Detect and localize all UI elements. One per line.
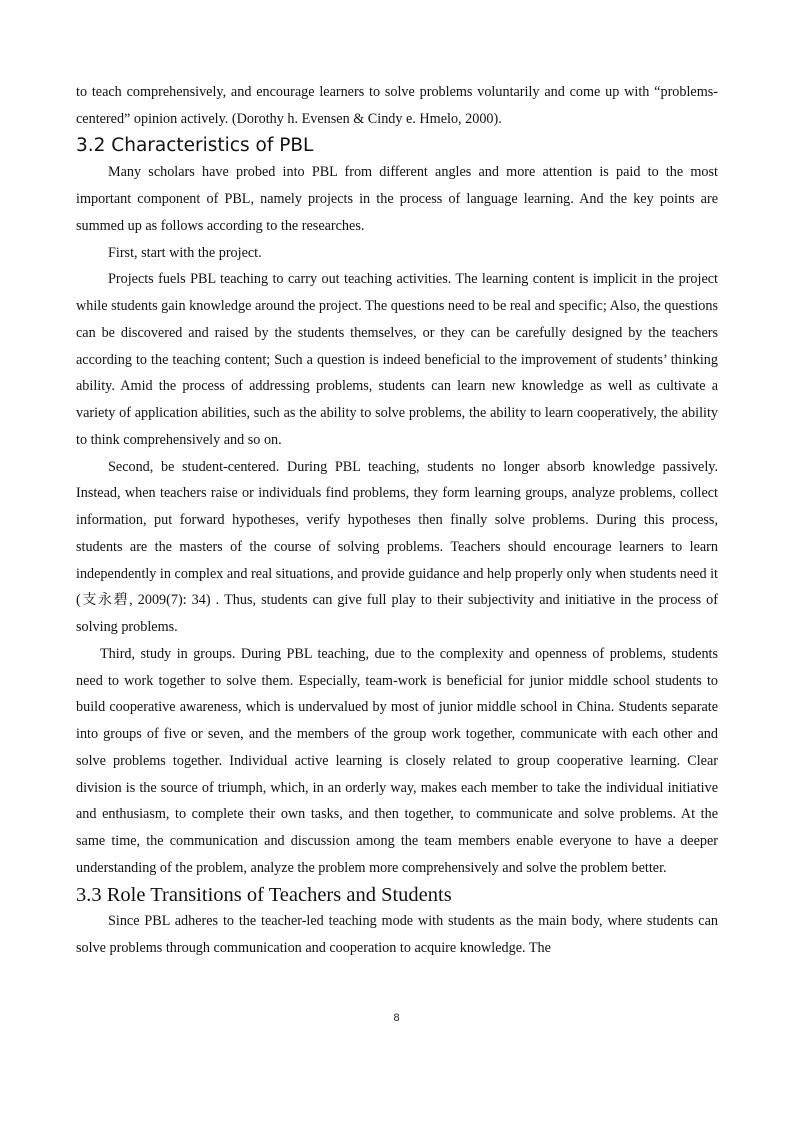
paragraph-first-point-title: First, start with the project. bbox=[108, 244, 262, 261]
page-content bbox=[76, 79, 718, 962]
page-number: 8 bbox=[393, 1012, 400, 1024]
paragraph-characteristics-intro: Many scholars have probed into PBL from different angles and more attention is paid to the most important component of PBL, namely projects in the process of language learning. And the key points are summed up as follows according to the researches. bbox=[76, 164, 718, 234]
paragraph-intro-continuation: to teach comprehensively, and encourage learners to solve problems voluntarily and come up with “problems-centered” opinion actively. (Dorothy h. Evensen & Cindy e. Hmelo, 2000). bbox=[76, 84, 718, 127]
section-heading-role-transitions: 3.3 Role Transitions of Teachers and Students bbox=[76, 883, 452, 906]
section-heading-characteristics: 3.2 Characteristics of PBL bbox=[76, 134, 314, 156]
paragraph-first-point-body: Projects fuels PBL teaching to carry out teaching activities. The learning content is implicit in the project while students gain knowledge around the project. The questions need to be real and specific; Also, the questions can be discovered and raised by the students themselves, or they can be carefully designed by the teachers according to the teaching content; Such a question is indeed beneficial to the improvement of students’ thinking ability. Amid the process of addressing problems, students can learn new knowledge as well as cultivate a variety of application abilities, such as the ability to solve problems, the ability to learn cooperatively, the ability to think comprehensively and so on. bbox=[76, 271, 718, 448]
paragraph-role-transitions-intro: Since PBL adheres to the teacher-led teaching mode with students as the main body, where students can solve problems through communication and cooperation to acquire knowledge. The bbox=[76, 913, 718, 956]
paragraph-second-point: Second, be student-centered. During PBL teaching, students no longer absorb knowledge passively. Instead, when teachers raise or individuals find problems, they form learning groups, analyze problems, collect information, put forward hypotheses, verify hypotheses then finally solve problems. During this process, students are the masters of the course of solving problems. Teachers should encourage learners to learn independently in complex and real situations, and provide guidance and help properly only when students need it (支永碧, 2009(7): 34) . Thus, students can give full play to their subjectivity and initiative in the process of solving problems. bbox=[76, 458, 718, 635]
paragraph-third-point: Third, study in groups. During PBL teaching, due to the complexity and openness of problems, students need to work together to solve them. Especially, team-work is beneficial for junior middle school students to build cooperative awareness, which is undervalued by most of junior middle school in China. Students separate into groups of five or seven, and the members of the group work together, communicate with each other and solve problems together. Individual active learning is closely related to group cooperative learning. Clear division is the source of triumph, which, in an orderly way, makes each member to take the individual initiative and enthusiasm, to complete their own tasks, and then together, to communicate and solve problems. At the same time, the communication and discussion among the team members enable everyone to have a deeper understanding of the problem, analyze the problem more comprehensively and solve the problem better. bbox=[76, 645, 718, 876]
